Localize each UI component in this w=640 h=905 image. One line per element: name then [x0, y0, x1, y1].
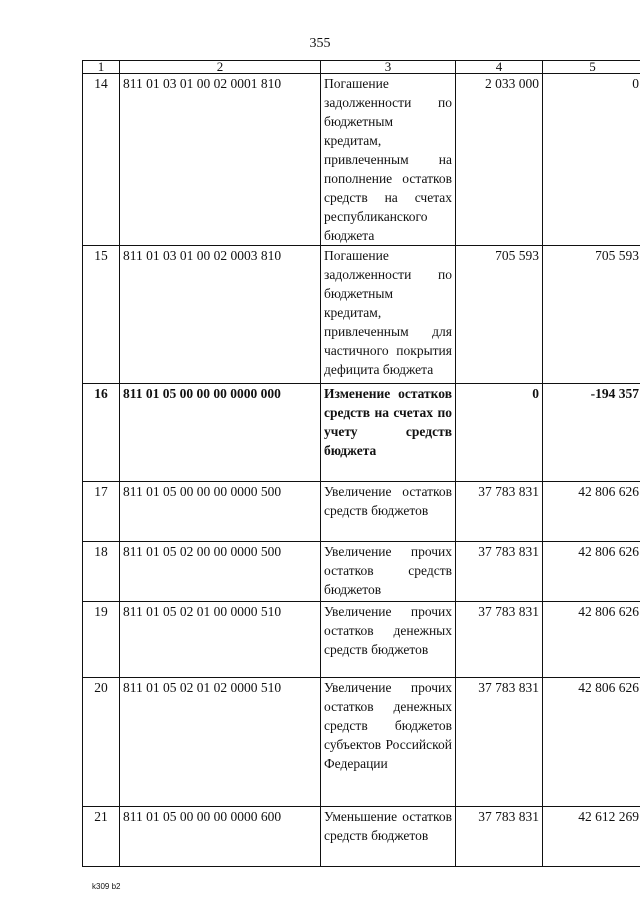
row-code: 811 01 05 02 01 02 0000 510: [120, 678, 321, 807]
table-row: [83, 384, 640, 482]
row-description: Увеличение прочих остатков денежных средств бюджетов: [321, 602, 456, 678]
row-number: 21: [83, 807, 120, 867]
row-number: 19: [83, 602, 120, 678]
row-amount-col4: 0: [456, 384, 543, 482]
header-col-4: 4: [456, 61, 543, 74]
table-header-row: [83, 61, 640, 74]
row-amount-col4: 705 593: [456, 246, 543, 384]
table-row: [83, 74, 640, 246]
footer-code: k309 b2: [92, 882, 121, 891]
row-description: Погашение задолженности по бюджетным кредитам, привлеченным для частичного покрытия дефицита бюджета: [321, 246, 456, 384]
row-number: 16: [83, 384, 120, 482]
row-number: 15: [83, 246, 120, 384]
row-amount-col4: 37 783 831: [456, 807, 543, 867]
row-number: 17: [83, 482, 120, 542]
row-amount-col4: 2 033 000: [456, 74, 543, 246]
header-col-1: 1: [83, 61, 120, 74]
row-description: Уменьшение остатков средств бюджетов: [321, 807, 456, 867]
row-description: Увеличение остатков средств бюджетов: [321, 482, 456, 542]
row-code: 811 01 03 01 00 02 0003 810: [120, 246, 321, 384]
row-amount-col5: 0: [543, 74, 640, 246]
row-code: 811 01 05 02 01 00 0000 510: [120, 602, 321, 678]
row-amount-col5: 42 806 626: [543, 678, 640, 807]
row-amount-col5: 42 806 626: [543, 542, 640, 602]
row-code: 811 01 05 02 00 00 0000 500: [120, 542, 321, 602]
table-row: [83, 482, 640, 542]
row-code: 811 01 05 00 00 00 0000 500: [120, 482, 321, 542]
header-col-3: 3: [321, 61, 456, 74]
table-body: [83, 74, 640, 867]
table-row: [83, 542, 640, 602]
table-row: [83, 807, 640, 867]
row-amount-col4: 37 783 831: [456, 482, 543, 542]
row-description: Увеличение прочих остатков денежных средств бюджетов субъектов Российской Федерации: [321, 678, 456, 807]
row-description: Увеличение прочих остатков средств бюджетов: [321, 542, 456, 602]
header-col-2: 2: [120, 61, 321, 74]
table-row: [83, 602, 640, 678]
row-number: 14: [83, 74, 120, 246]
row-code: 811 01 03 01 00 02 0001 810: [120, 74, 321, 246]
row-amount-col5: -194 357: [543, 384, 640, 482]
table-row: [83, 678, 640, 807]
table-row: [83, 246, 640, 384]
row-number: 20: [83, 678, 120, 807]
row-code: 811 01 05 00 00 00 0000 000: [120, 384, 321, 482]
row-description: Изменение остатков средств на счетах по учету средств бюджета: [321, 384, 456, 482]
row-description: Погашение задолженности по бюджетным кредитам, привлеченным на пополнение остатков средств на счетах республиканского бюджета: [321, 74, 456, 246]
budget-table: [82, 60, 640, 867]
row-number: 18: [83, 542, 120, 602]
row-amount-col4: 37 783 831: [456, 542, 543, 602]
header-col-5: 5: [543, 61, 640, 74]
row-amount-col4: 37 783 831: [456, 602, 543, 678]
page-number: 355: [309, 36, 331, 51]
row-amount-col5: 42 806 626: [543, 482, 640, 542]
row-amount-col5: 705 593: [543, 246, 640, 384]
row-amount-col5: 42 612 269: [543, 807, 640, 867]
row-amount-col5: 42 806 626: [543, 602, 640, 678]
row-amount-col4: 37 783 831: [456, 678, 543, 807]
row-code: 811 01 05 00 00 00 0000 600: [120, 807, 321, 867]
